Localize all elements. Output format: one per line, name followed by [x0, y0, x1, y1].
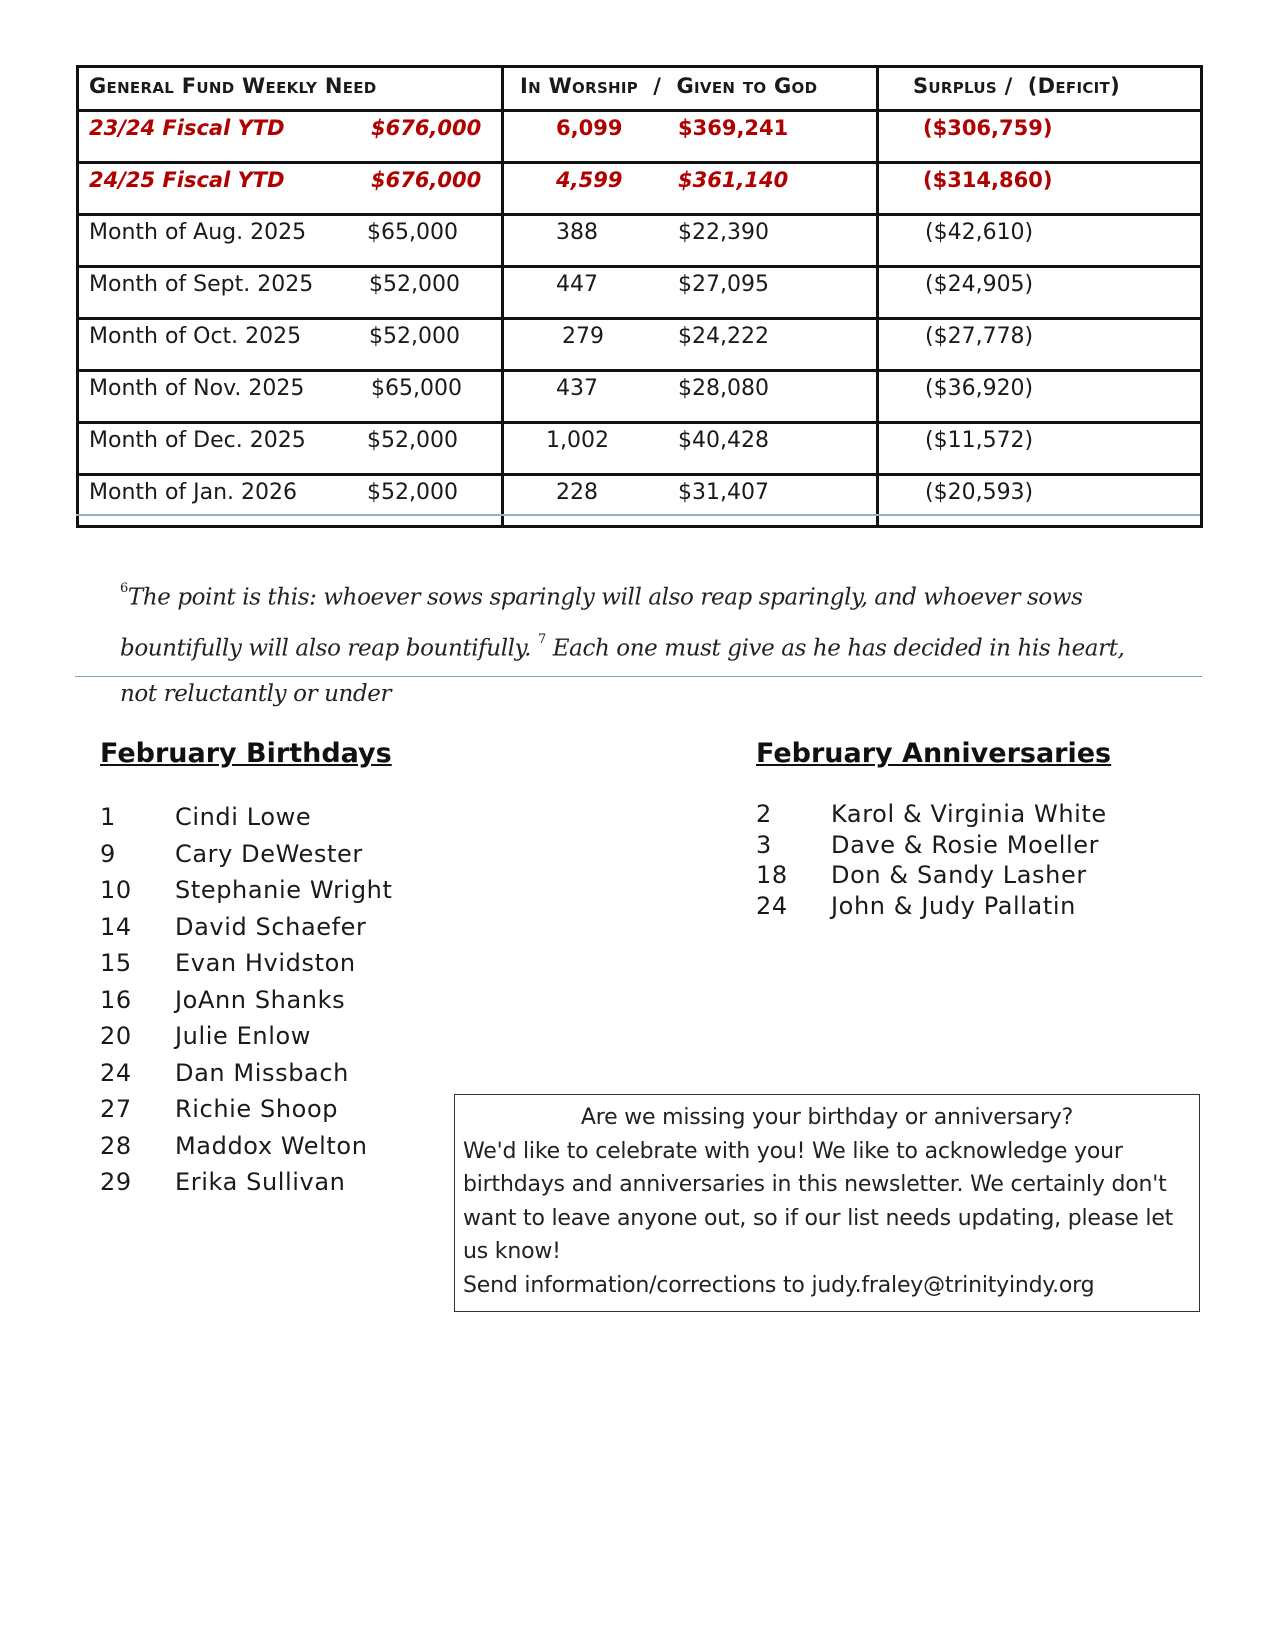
row-label: Month of Nov. 2025	[89, 376, 305, 401]
header-cell-need	[78, 67, 503, 111]
list-item	[100, 1022, 460, 1059]
row-label: Month of Sept. 2025	[89, 272, 314, 297]
row-surplus: ($27,778)	[925, 324, 1034, 349]
table-row	[78, 215, 1202, 267]
anniversary-names: Dave & Rosie Moeller	[831, 830, 1100, 859]
table-row	[78, 111, 1202, 163]
row-label: Month of Dec. 2025	[89, 428, 306, 453]
list-item	[100, 1095, 460, 1132]
list-item	[100, 913, 460, 950]
list-item	[756, 831, 1156, 862]
row-need: $52,000	[367, 428, 458, 453]
birthday-name: Cindi Lowe	[175, 803, 312, 831]
row-surplus: ($20,593)	[925, 480, 1034, 505]
header-worship-given: In Worship / Given to God	[520, 74, 818, 98]
row-surplus: ($42,610)	[925, 220, 1034, 245]
list-item	[100, 840, 460, 877]
row-surplus: ($24,905)	[925, 272, 1034, 297]
row-worship: 279	[562, 324, 604, 349]
anniversary-day: 24	[756, 892, 788, 921]
row-worship: 4,599	[556, 168, 623, 192]
birthday-name: Cary DeWester	[175, 839, 363, 868]
row-surplus: ($11,572)	[925, 428, 1034, 453]
row-need: $676,000	[371, 116, 482, 140]
list-item	[100, 1132, 460, 1169]
birthdays-list	[100, 803, 460, 1205]
table-row	[78, 423, 1202, 475]
notice-contact: Send information/corrections to judy.fraley@trinityindy.org	[463, 1272, 1095, 1298]
row-given: $24,222	[678, 324, 769, 349]
table-row	[78, 475, 1202, 527]
birthday-day: 10	[100, 876, 132, 904]
anniversary-names: Karol & Virginia White	[831, 800, 1107, 828]
table-row	[78, 319, 1202, 371]
list-item	[100, 1059, 460, 1096]
row-worship: 228	[556, 480, 598, 505]
row-need: $52,000	[369, 324, 460, 349]
scripture-verse	[120, 570, 1150, 717]
row-worship: 1,002	[546, 428, 609, 453]
table-row	[78, 163, 1202, 215]
list-item	[100, 986, 460, 1023]
header-cell-surplus	[878, 67, 1202, 111]
birthday-name: Stephanie Wright	[175, 876, 393, 904]
birthday-day: 20	[100, 1022, 132, 1050]
anniversary-names: Don & Sandy Lasher	[831, 861, 1087, 890]
row-label: 23/24 Fiscal YTD	[89, 116, 285, 140]
birthday-name: Julie Enlow	[175, 1022, 311, 1050]
row-worship: 447	[556, 272, 598, 297]
row-worship: 388	[556, 220, 598, 245]
birthday-day: 28	[100, 1131, 132, 1160]
birthday-name: Maddox Welton	[175, 1131, 368, 1160]
row-worship: 437	[556, 376, 598, 401]
table-header-row	[78, 67, 1202, 111]
row-need: $65,000	[371, 376, 462, 401]
verse-6-number: 6	[120, 581, 128, 596]
list-item	[100, 803, 460, 840]
row-label: Month of Jan. 2026	[89, 480, 298, 505]
row-given: $40,428	[678, 428, 769, 453]
table-row	[78, 371, 1202, 423]
row-need: $65,000	[367, 220, 458, 245]
birthdays-title: February Birthdays	[100, 738, 392, 769]
birthday-day: 24	[100, 1058, 132, 1087]
missing-info-notice	[454, 1094, 1200, 1312]
birthday-day: 29	[100, 1168, 132, 1196]
list-item	[756, 800, 1156, 831]
row-given: $361,140	[678, 168, 789, 192]
notice-heading: Are we missing your birthday or anniversary?	[580, 1105, 1074, 1130]
row-label: Month of Aug. 2025	[89, 220, 307, 245]
table-row	[78, 267, 1202, 319]
row-surplus: ($314,860)	[923, 168, 1053, 192]
birthday-name: Dan Missbach	[175, 1058, 349, 1087]
row-need: $52,000	[369, 272, 460, 297]
general-fund-table	[76, 65, 1203, 528]
row-need: $52,000	[367, 480, 458, 505]
anniversary-day: 18	[756, 861, 788, 890]
header-cell-worship	[503, 67, 878, 111]
anniversary-day: 3	[756, 830, 772, 859]
section-divider	[75, 676, 1202, 677]
row-given: $369,241	[678, 116, 789, 140]
list-item	[100, 949, 460, 986]
notice-body: We'd like to celebrate with you! We like to acknowledge your birthdays and anniversaries in this newsletter. We certainly don't want to leave anyone out, so if our list needs updating, please let us know!	[463, 1138, 1174, 1264]
anniversary-day: 2	[756, 800, 772, 828]
birthday-name: David Schaefer	[175, 912, 367, 941]
list-item	[756, 861, 1156, 892]
anniversaries-title: February Anniversaries	[756, 738, 1112, 769]
birthday-name: JoAnn Shanks	[175, 985, 346, 1014]
anniversaries-list	[756, 800, 1156, 923]
birthday-name: Richie Shoop	[175, 1095, 339, 1123]
verse-7-number: 7	[538, 631, 546, 647]
row-label: Month of Oct. 2025	[89, 324, 302, 349]
birthday-day: 15	[100, 949, 132, 977]
birthday-name: Erika Sullivan	[175, 1168, 346, 1196]
list-item	[756, 892, 1156, 923]
birthday-day: 27	[100, 1095, 132, 1123]
birthday-day: 9	[100, 839, 116, 868]
list-item	[100, 1168, 460, 1205]
verse-7-text: Each one must give as he has decided in his heart, not reluctantly or under	[120, 635, 1125, 708]
row-need: $676,000	[371, 168, 482, 192]
birthday-day: 16	[100, 985, 132, 1014]
row-given: $28,080	[678, 376, 769, 401]
birthday-name: Evan Hvidston	[175, 949, 356, 977]
row-worship: 6,099	[556, 116, 623, 140]
row-surplus: ($306,759)	[923, 116, 1053, 140]
verse-6-text: The point is this: whoever sows sparingly will also reap sparingly, and whoever sows bountifully will also reap bountifully.	[120, 584, 1083, 662]
birthday-day: 1	[100, 803, 116, 831]
row-given: $31,407	[678, 480, 769, 505]
table-bottom-accent-line	[76, 514, 1200, 516]
birthday-day: 14	[100, 912, 132, 941]
list-item	[100, 876, 460, 913]
row-label: 24/25 Fiscal YTD	[89, 168, 285, 192]
row-surplus: ($36,920)	[925, 376, 1034, 401]
row-given: $27,095	[678, 272, 769, 297]
header-surplus-deficit: Surplus / (Deficit)	[913, 74, 1120, 98]
header-need: General Fund Weekly Need	[89, 74, 377, 98]
row-given: $22,390	[678, 220, 769, 245]
anniversary-names: John & Judy Pallatin	[831, 892, 1076, 921]
